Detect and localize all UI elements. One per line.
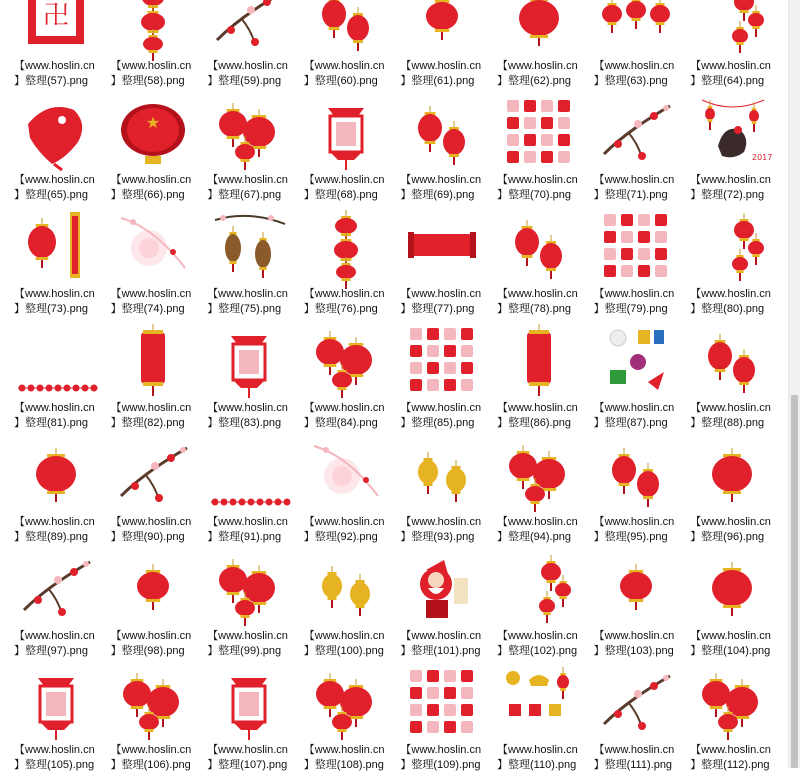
file-name-line2: 】整理(100).png xyxy=(303,645,384,657)
file-item[interactable] xyxy=(483,208,579,322)
file-name-line2: 】整理(77).png xyxy=(400,303,475,315)
file-name-line1: 【www.hoslin.cn xyxy=(14,174,95,186)
file-name-line1: 【www.hoslin.cn xyxy=(110,60,192,72)
rooster-paper-cut-icon xyxy=(18,94,94,170)
file-name xyxy=(207,629,291,659)
file-name xyxy=(111,173,195,203)
lantern-cluster-icon xyxy=(694,664,770,740)
file-name xyxy=(304,515,388,545)
pattern-set-icon xyxy=(598,208,674,284)
file-item[interactable] xyxy=(193,94,289,208)
file-name xyxy=(111,743,195,773)
file-name-line1: 【www.hoslin.cn xyxy=(400,402,482,414)
file-name-line2: 】整理(63).png xyxy=(593,75,668,87)
file-item[interactable] xyxy=(386,208,482,322)
hanging-lantern-icon xyxy=(404,0,480,56)
file-name-line2: 】整理(98).png xyxy=(110,645,185,657)
file-name-line2: 】整理(75).png xyxy=(207,303,282,315)
file-name xyxy=(497,743,581,773)
file-item[interactable] xyxy=(97,550,193,664)
file-name-line2: 】整理(59).png xyxy=(207,75,282,87)
file-name-line1: 【www.hoslin.cn xyxy=(400,744,482,756)
file-name-line1: 【www.hoslin.cn xyxy=(207,630,288,642)
file-name xyxy=(690,401,774,431)
file-name-line1: 【www.hoslin.cn xyxy=(690,516,771,528)
file-name-line2: 】整理(74).png xyxy=(110,303,185,315)
file-item[interactable] xyxy=(483,436,579,550)
file-name-line1: 【www.hoslin.cn xyxy=(497,60,578,72)
file-name-line2: 】整理(106).png xyxy=(110,759,191,771)
file-name xyxy=(594,401,678,431)
file-name-line1: 【www.hoslin.cn xyxy=(110,288,192,300)
file-item[interactable] xyxy=(580,0,676,94)
round-lantern-icon xyxy=(694,550,770,626)
file-item[interactable] xyxy=(580,436,676,550)
palace-lantern-icon xyxy=(308,94,384,170)
file-name-line1: 【www.hoslin.cn xyxy=(110,402,192,414)
file-name-line2: 】整理(70).png xyxy=(497,189,571,201)
file-name xyxy=(497,629,581,659)
file-name xyxy=(207,287,291,317)
file-name xyxy=(304,401,388,431)
file-name-line2: 】整理(81).png xyxy=(14,417,88,429)
file-name xyxy=(14,287,98,317)
file-name-line2: 】整理(101).png xyxy=(400,645,481,657)
file-name-line2: 】整理(69).png xyxy=(400,189,475,201)
file-name-line2: 】整理(90).png xyxy=(110,531,185,543)
file-name xyxy=(594,629,678,659)
file-name-line2: 】整理(83).png xyxy=(207,417,282,429)
lantern-cluster-icon xyxy=(115,664,191,740)
file-name-line2: 】整理(80).png xyxy=(690,303,765,315)
file-name xyxy=(304,287,388,317)
santa-claus-icon xyxy=(404,550,480,626)
file-item[interactable] xyxy=(676,208,772,322)
file-name-line2: 】整理(93).png xyxy=(400,531,475,543)
lantern-pair-icon xyxy=(694,322,770,398)
file-name xyxy=(594,173,678,203)
file-name-line2: 】整理(96).png xyxy=(690,531,765,543)
blossom-light-icon xyxy=(308,436,384,512)
file-name-line2: 】整理(97).png xyxy=(14,645,88,657)
file-name-line1: 【www.hoslin.cn xyxy=(593,60,675,72)
file-item[interactable] xyxy=(386,0,482,94)
pattern-set-icon xyxy=(404,664,480,740)
lantern-corner-icon xyxy=(501,550,577,626)
file-name-line1: 【www.hoslin.cn xyxy=(303,630,385,642)
christmas-items-icon xyxy=(598,322,674,398)
file-item[interactable] xyxy=(193,208,289,322)
file-item[interactable] xyxy=(580,208,676,322)
file-item[interactable] xyxy=(193,550,289,664)
file-name xyxy=(207,59,291,89)
file-name xyxy=(111,629,195,659)
file-item[interactable] xyxy=(290,94,386,208)
file-name-line1: 【www.hoslin.cn xyxy=(497,630,578,642)
lantern-corner-icon xyxy=(694,208,770,284)
file-name xyxy=(304,59,388,89)
scrollbar-thumb[interactable] xyxy=(791,395,798,768)
file-name-line1: 【www.hoslin.cn xyxy=(14,516,95,528)
file-item[interactable] xyxy=(580,94,676,208)
file-item[interactable] xyxy=(290,322,386,436)
file-item[interactable] xyxy=(0,208,96,322)
file-name-line1: 【www.hoslin.cn xyxy=(303,60,385,72)
file-name-line1: 【www.hoslin.cn xyxy=(207,288,288,300)
file-name xyxy=(14,743,98,773)
round-lantern-icon xyxy=(501,0,577,56)
file-name xyxy=(207,743,291,773)
round-lantern-icon xyxy=(694,436,770,512)
file-item[interactable] xyxy=(0,322,96,436)
vertical-scrollbar[interactable] xyxy=(788,0,800,768)
fu-paper-cut-icon xyxy=(18,0,94,56)
file-name-line1: 【www.hoslin.cn xyxy=(14,288,95,300)
file-name-line1: 【www.hoslin.cn xyxy=(593,744,675,756)
file-name-line2: 】整理(103).png xyxy=(593,645,674,657)
file-item[interactable] xyxy=(483,94,579,208)
bead-strip-icon xyxy=(18,322,94,398)
file-item[interactable] xyxy=(0,550,96,664)
file-name-line1: 【www.hoslin.cn xyxy=(110,174,192,186)
file-item[interactable] xyxy=(386,322,482,436)
file-item[interactable] xyxy=(0,0,96,94)
tall-lantern-icon xyxy=(115,322,191,398)
file-name xyxy=(14,401,98,431)
file-name-line2: 】整理(108).png xyxy=(303,759,384,771)
file-name-line1: 【www.hoslin.cn xyxy=(400,288,482,300)
plum-branch-icon xyxy=(598,94,674,170)
file-name-line2: 】整理(94).png xyxy=(497,531,571,543)
file-item[interactable] xyxy=(676,550,772,664)
file-name-line2: 】整理(64).png xyxy=(690,75,765,87)
file-name-line2: 】整理(62).png xyxy=(497,75,571,87)
file-name-line2: 】整理(86).png xyxy=(497,417,571,429)
file-name-line2: 】整理(82).png xyxy=(110,417,185,429)
file-name xyxy=(207,173,291,203)
file-name xyxy=(207,515,291,545)
file-item[interactable] xyxy=(97,208,193,322)
file-item[interactable] xyxy=(580,664,676,778)
file-name xyxy=(497,287,581,317)
file-item[interactable] xyxy=(97,664,193,778)
file-item[interactable] xyxy=(0,664,96,778)
file-name-line2: 】整理(104).png xyxy=(690,645,771,657)
lantern-string-icon xyxy=(115,0,191,56)
file-item[interactable] xyxy=(97,0,193,94)
file-name xyxy=(690,629,774,659)
file-name-line1: 【www.hoslin.cn xyxy=(593,174,675,186)
pattern-set-icon xyxy=(404,322,480,398)
file-item[interactable] xyxy=(0,94,96,208)
file-name-line1: 【www.hoslin.cn xyxy=(303,402,385,414)
file-item[interactable] xyxy=(676,94,772,208)
file-name-line1: 【www.hoslin.cn xyxy=(303,174,385,186)
file-item[interactable] xyxy=(0,436,96,550)
svg-text:卍: 卍 xyxy=(42,1,70,31)
file-name xyxy=(111,59,195,89)
file-name-line1: 【www.hoslin.cn xyxy=(400,60,482,72)
file-item[interactable] xyxy=(193,436,289,550)
file-name-line2: 】整理(92).png xyxy=(303,531,378,543)
svg-text:★: ★ xyxy=(145,113,160,132)
file-name xyxy=(111,515,195,545)
file-name-line1: 【www.hoslin.cn xyxy=(497,516,578,528)
lantern-cluster-icon xyxy=(308,664,384,740)
pattern-set-icon xyxy=(501,94,577,170)
file-name xyxy=(400,629,484,659)
file-name-line2: 】整理(107).png xyxy=(207,759,288,771)
file-item[interactable] xyxy=(193,0,289,94)
file-name-line2: 】整理(95).png xyxy=(593,531,668,543)
file-name-line2: 】整理(89).png xyxy=(14,531,88,543)
file-name xyxy=(400,401,484,431)
file-name-line1: 【www.hoslin.cn xyxy=(110,516,192,528)
file-name xyxy=(497,515,581,545)
file-name xyxy=(14,515,98,545)
file-name-line2: 】整理(60).png xyxy=(303,75,378,87)
file-item[interactable] xyxy=(386,94,482,208)
file-name xyxy=(497,59,581,89)
file-name-line1: 【www.hoslin.cn xyxy=(690,174,771,186)
gold-items-icon xyxy=(501,664,577,740)
file-name xyxy=(14,59,98,89)
file-name-line1: 【www.hoslin.cn xyxy=(593,288,675,300)
file-name-line2: 】整理(110).png xyxy=(497,759,577,771)
file-name-line1: 【www.hoslin.cn xyxy=(207,744,288,756)
rooster-2017-icon xyxy=(694,94,773,170)
file-item[interactable] xyxy=(290,550,386,664)
lantern-cluster-icon xyxy=(211,550,287,626)
file-name xyxy=(400,743,484,773)
file-item[interactable] xyxy=(386,550,482,664)
file-name xyxy=(304,629,388,659)
file-item[interactable] xyxy=(580,550,676,664)
file-name-line2: 】整理(61).png xyxy=(400,75,475,87)
hanging-lantern-icon xyxy=(598,550,674,626)
gold-lantern-icon xyxy=(308,550,384,626)
file-name-line2: 】整理(91).png xyxy=(207,531,282,543)
file-name-line2: 】整理(105).png xyxy=(14,759,95,771)
file-name xyxy=(304,173,388,203)
lantern-cluster-icon xyxy=(308,322,384,398)
fu-lantern-icon xyxy=(115,94,191,170)
lantern-row-icon xyxy=(598,0,674,56)
file-name xyxy=(400,59,484,89)
lantern-pair-icon xyxy=(501,208,577,284)
file-name-line1: 【www.hoslin.cn xyxy=(303,744,385,756)
file-item[interactable] xyxy=(193,322,289,436)
file-name-line1: 【www.hoslin.cn xyxy=(690,60,771,72)
file-name-line2: 】整理(73).png xyxy=(14,303,88,315)
file-name-line1: 【www.hoslin.cn xyxy=(400,630,482,642)
palace-lantern-icon xyxy=(211,664,287,740)
file-name xyxy=(14,629,98,659)
gold-lantern-icon xyxy=(404,436,480,512)
file-name-line2: 】整理(78).png xyxy=(497,303,571,315)
file-name-line1: 【www.hoslin.cn xyxy=(400,174,482,186)
lantern-pair-icon xyxy=(598,436,674,512)
file-name xyxy=(690,743,774,773)
file-name-line2: 】整理(71).png xyxy=(593,189,668,201)
file-name-line1: 【www.hoslin.cn xyxy=(497,744,578,756)
file-name xyxy=(690,287,774,317)
file-name-line1: 【www.hoslin.cn xyxy=(207,516,288,528)
file-name-line2: 】整理(88).png xyxy=(690,417,765,429)
file-name xyxy=(594,287,678,317)
file-name-line1: 【www.hoslin.cn xyxy=(14,60,95,72)
palace-lantern-branch-icon xyxy=(211,208,287,284)
file-name-line1: 【www.hoslin.cn xyxy=(690,402,771,414)
blossom-light-icon xyxy=(115,208,191,284)
file-name xyxy=(690,173,774,203)
file-name-line1: 【www.hoslin.cn xyxy=(14,630,95,642)
file-name-line1: 【www.hoslin.cn xyxy=(593,516,675,528)
file-name-line1: 【www.hoslin.cn xyxy=(593,402,675,414)
file-name-line2: 】整理(68).png xyxy=(303,189,378,201)
file-name-line2: 】整理(79).png xyxy=(593,303,668,315)
file-item[interactable] xyxy=(483,550,579,664)
file-name-line1: 【www.hoslin.cn xyxy=(497,288,578,300)
file-name-line2: 】整理(76).png xyxy=(303,303,378,315)
file-name-line1: 【www.hoslin.cn xyxy=(303,516,385,528)
file-name-line2: 】整理(112).png xyxy=(690,759,770,771)
file-item[interactable] xyxy=(676,322,772,436)
file-name xyxy=(111,287,195,317)
lantern-corner-icon xyxy=(694,0,770,56)
file-name xyxy=(400,173,484,203)
file-name xyxy=(111,401,195,431)
file-name xyxy=(594,59,678,89)
file-name xyxy=(400,515,484,545)
hanging-lantern-icon xyxy=(115,550,191,626)
file-name-line1: 【www.hoslin.cn xyxy=(14,744,95,756)
file-item[interactable] xyxy=(193,664,289,778)
file-name-line2: 】整理(102).png xyxy=(497,645,578,657)
file-item[interactable] xyxy=(290,0,386,94)
file-name-line1: 【www.hoslin.cn xyxy=(110,744,192,756)
lantern-pair-icon xyxy=(308,0,384,56)
file-name-line2: 】整理(66).png xyxy=(110,189,185,201)
file-item[interactable] xyxy=(676,0,772,94)
file-name-line2: 】整理(72).png xyxy=(690,189,765,201)
lantern-cluster-icon xyxy=(501,436,577,512)
file-name-line2: 】整理(84).png xyxy=(303,417,378,429)
file-name-line2: 】整理(57).png xyxy=(14,75,88,87)
lantern-scroll-icon xyxy=(18,208,94,284)
file-name xyxy=(400,287,484,317)
file-name-line2: 】整理(85).png xyxy=(400,417,475,429)
file-name-line1: 【www.hoslin.cn xyxy=(207,174,288,186)
file-name xyxy=(497,401,581,431)
file-name-line1: 【www.hoslin.cn xyxy=(207,60,288,72)
file-name-line2: 】整理(87).png xyxy=(593,417,668,429)
file-name-line2: 】整理(65).png xyxy=(14,189,88,201)
file-name-line1: 【www.hoslin.cn xyxy=(497,402,578,414)
file-item[interactable] xyxy=(676,664,772,778)
file-item[interactable] xyxy=(290,436,386,550)
lantern-string-icon xyxy=(308,208,384,284)
plum-branch-icon xyxy=(211,0,287,56)
file-name xyxy=(594,515,678,545)
file-name-line1: 【www.hoslin.cn xyxy=(303,288,385,300)
file-name-line2: 】整理(109).png xyxy=(400,759,481,771)
file-item[interactable] xyxy=(290,208,386,322)
year-badge: 2017 xyxy=(752,153,773,162)
file-name-line1: 【www.hoslin.cn xyxy=(110,630,192,642)
file-name-line1: 【www.hoslin.cn xyxy=(690,288,771,300)
file-name-line1: 【www.hoslin.cn xyxy=(690,744,771,756)
file-name xyxy=(690,59,774,89)
file-item[interactable] xyxy=(483,322,579,436)
file-name xyxy=(304,743,388,773)
plum-branch-icon xyxy=(598,664,674,740)
palace-lantern-icon xyxy=(18,664,94,740)
plum-branch-icon xyxy=(18,550,94,626)
file-name-line1: 【www.hoslin.cn xyxy=(690,630,771,642)
tall-lantern-icon xyxy=(501,322,577,398)
file-name xyxy=(207,401,291,431)
file-name-line1: 【www.hoslin.cn xyxy=(400,516,482,528)
file-item[interactable] xyxy=(580,322,676,436)
file-name-line1: 【www.hoslin.cn xyxy=(497,174,578,186)
file-item[interactable] xyxy=(97,436,193,550)
file-item[interactable] xyxy=(676,436,772,550)
file-name-line1: 【www.hoslin.cn xyxy=(593,630,675,642)
file-name-line2: 】整理(67).png xyxy=(207,189,282,201)
file-name-line2: 】整理(58).png xyxy=(110,75,185,87)
lantern-pair-icon xyxy=(404,94,480,170)
file-item[interactable] xyxy=(386,436,482,550)
file-name xyxy=(497,173,581,203)
file-item[interactable] xyxy=(97,94,193,208)
round-lantern-icon xyxy=(18,436,94,512)
file-name-line2: 】整理(99).png xyxy=(207,645,282,657)
file-name xyxy=(14,173,98,203)
file-item[interactable] xyxy=(483,0,579,94)
file-name-line1: 【www.hoslin.cn xyxy=(14,402,95,414)
file-item[interactable] xyxy=(290,664,386,778)
file-name xyxy=(690,515,774,545)
file-item[interactable] xyxy=(483,664,579,778)
scroll-banner-icon xyxy=(404,208,480,284)
palace-lantern-icon xyxy=(211,322,287,398)
bead-strip-icon xyxy=(211,436,287,512)
plum-branch-icon xyxy=(115,436,191,512)
lantern-cluster-icon xyxy=(211,94,287,170)
file-name-line1: 【www.hoslin.cn xyxy=(207,402,288,414)
file-name-line2: 】整理(111).png xyxy=(593,759,673,771)
file-item[interactable] xyxy=(97,322,193,436)
file-name xyxy=(594,743,678,773)
file-item[interactable] xyxy=(386,664,482,778)
